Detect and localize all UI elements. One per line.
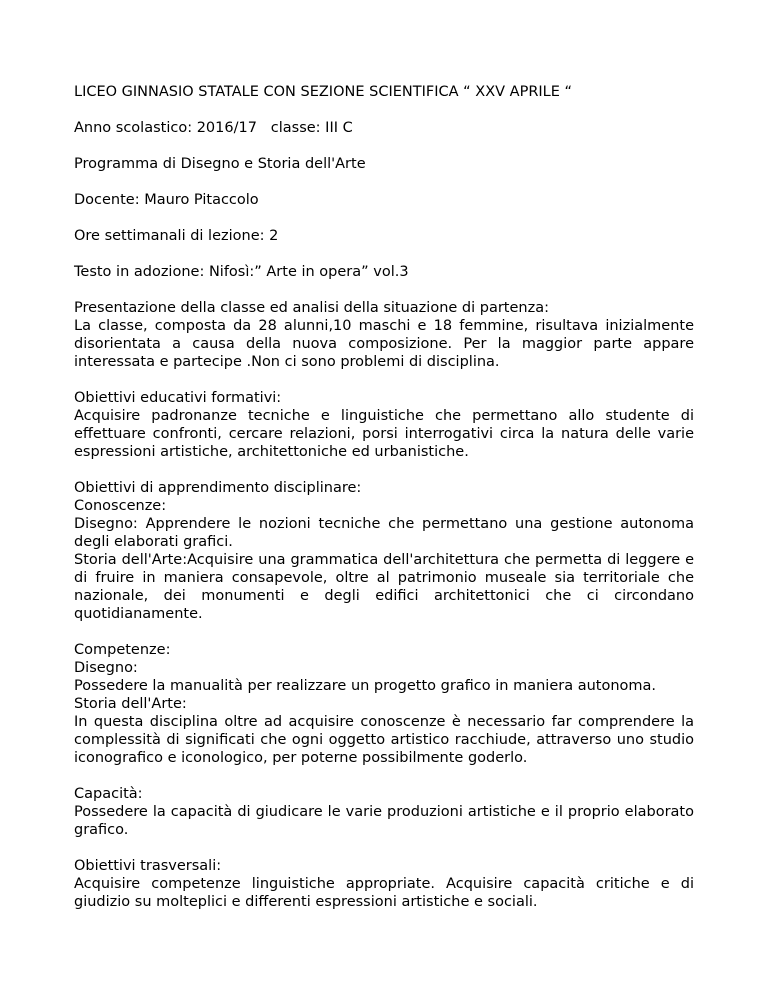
teacher-line: Docente: Mauro Pitaccolo bbox=[74, 192, 259, 208]
cross-objectives-body: Acquisire competenze linguistiche appropriate. Acquisire capacità critiche e di giudizio su molteplici e differenti espressioni artistiche e sociali. bbox=[74, 876, 694, 910]
conoscenze-subheading: Conoscenze: bbox=[74, 498, 167, 514]
learning-objectives-section bbox=[74, 479, 694, 623]
educational-objectives-section bbox=[74, 389, 694, 461]
competenze-section bbox=[74, 641, 694, 767]
presentation-heading: Presentazione della classe ed analisi della situazione di partenza: bbox=[74, 300, 549, 316]
program-title: Programma di Disegno e Storia dell'Arte bbox=[74, 156, 366, 172]
presentation-section bbox=[74, 299, 694, 371]
capacita-body: Possedere la capacità di giudicare le varie produzioni artistiche e il proprio elaborato grafico. bbox=[74, 804, 694, 838]
educational-objectives-body: Acquisire padronanze tecniche e linguistiche che permettano allo studente di effettuare confronti, cercare relazioni, porsi interrogativi circa la natura delle varie espressioni artistiche, architettoniche ed urbanistiche. bbox=[74, 408, 694, 460]
capacita-section bbox=[74, 785, 694, 839]
presentation-body: La classe, composta da 28 alunni,10 maschi e 18 femmine, risultava inizialmente disorientata a causa della nuova composizione. Per la maggior parte appare interessata e partecipe .Non ci sono problemi di disciplina. bbox=[74, 318, 694, 370]
conoscenze-storia: Storia dell'Arte:Acquisire una grammatica dell'architettura che permetta di leggere e di fruire in maniera consapevole, oltre al patrimonio museale sia territoriale che nazionale, dei monumenti e degli edifici architettonici che ci circondano quotidianamente. bbox=[74, 552, 694, 622]
capacita-heading: Capacità: bbox=[74, 786, 143, 802]
learning-objectives-heading: Obiettivi di apprendimento disciplinare: bbox=[74, 480, 362, 496]
school-title: LICEO GINNASIO STATALE CON SEZIONE SCIENTIFICA “ XXV APRILE “ bbox=[74, 84, 573, 100]
competenze-heading: Competenze: bbox=[74, 642, 171, 658]
cross-objectives-heading: Obiettivi trasversali: bbox=[74, 858, 222, 874]
competenze-storia-label: Storia dell'Arte: bbox=[74, 696, 187, 712]
conoscenze-disegno: Disegno: Apprendere le nozioni tecniche che permettano una gestione autonoma degli elaborati grafici. bbox=[74, 516, 694, 550]
competenze-disegno-label: Disegno: bbox=[74, 660, 138, 676]
competenze-disegno-body: Possedere la manualità per realizzare un progetto grafico in maniera autonoma. bbox=[74, 678, 657, 694]
textbook-line: Testo in adozione: Nifosì:” Arte in opera” vol.3 bbox=[74, 264, 409, 280]
weekly-hours-line: Ore settimanali di lezione: 2 bbox=[74, 228, 279, 244]
cross-objectives-section bbox=[74, 857, 694, 911]
school-year-line: Anno scolastico: 2016/17 classe: III C bbox=[74, 120, 353, 136]
educational-objectives-heading: Obiettivi educativi formativi: bbox=[74, 390, 282, 406]
competenze-storia-body: In questa disciplina oltre ad acquisire conoscenze è necessario far comprendere la complessità di significati che ogni oggetto artistico racchiude, attraverso uno studio iconografico e iconologico, per poterne possibilmente goderlo. bbox=[74, 714, 694, 766]
